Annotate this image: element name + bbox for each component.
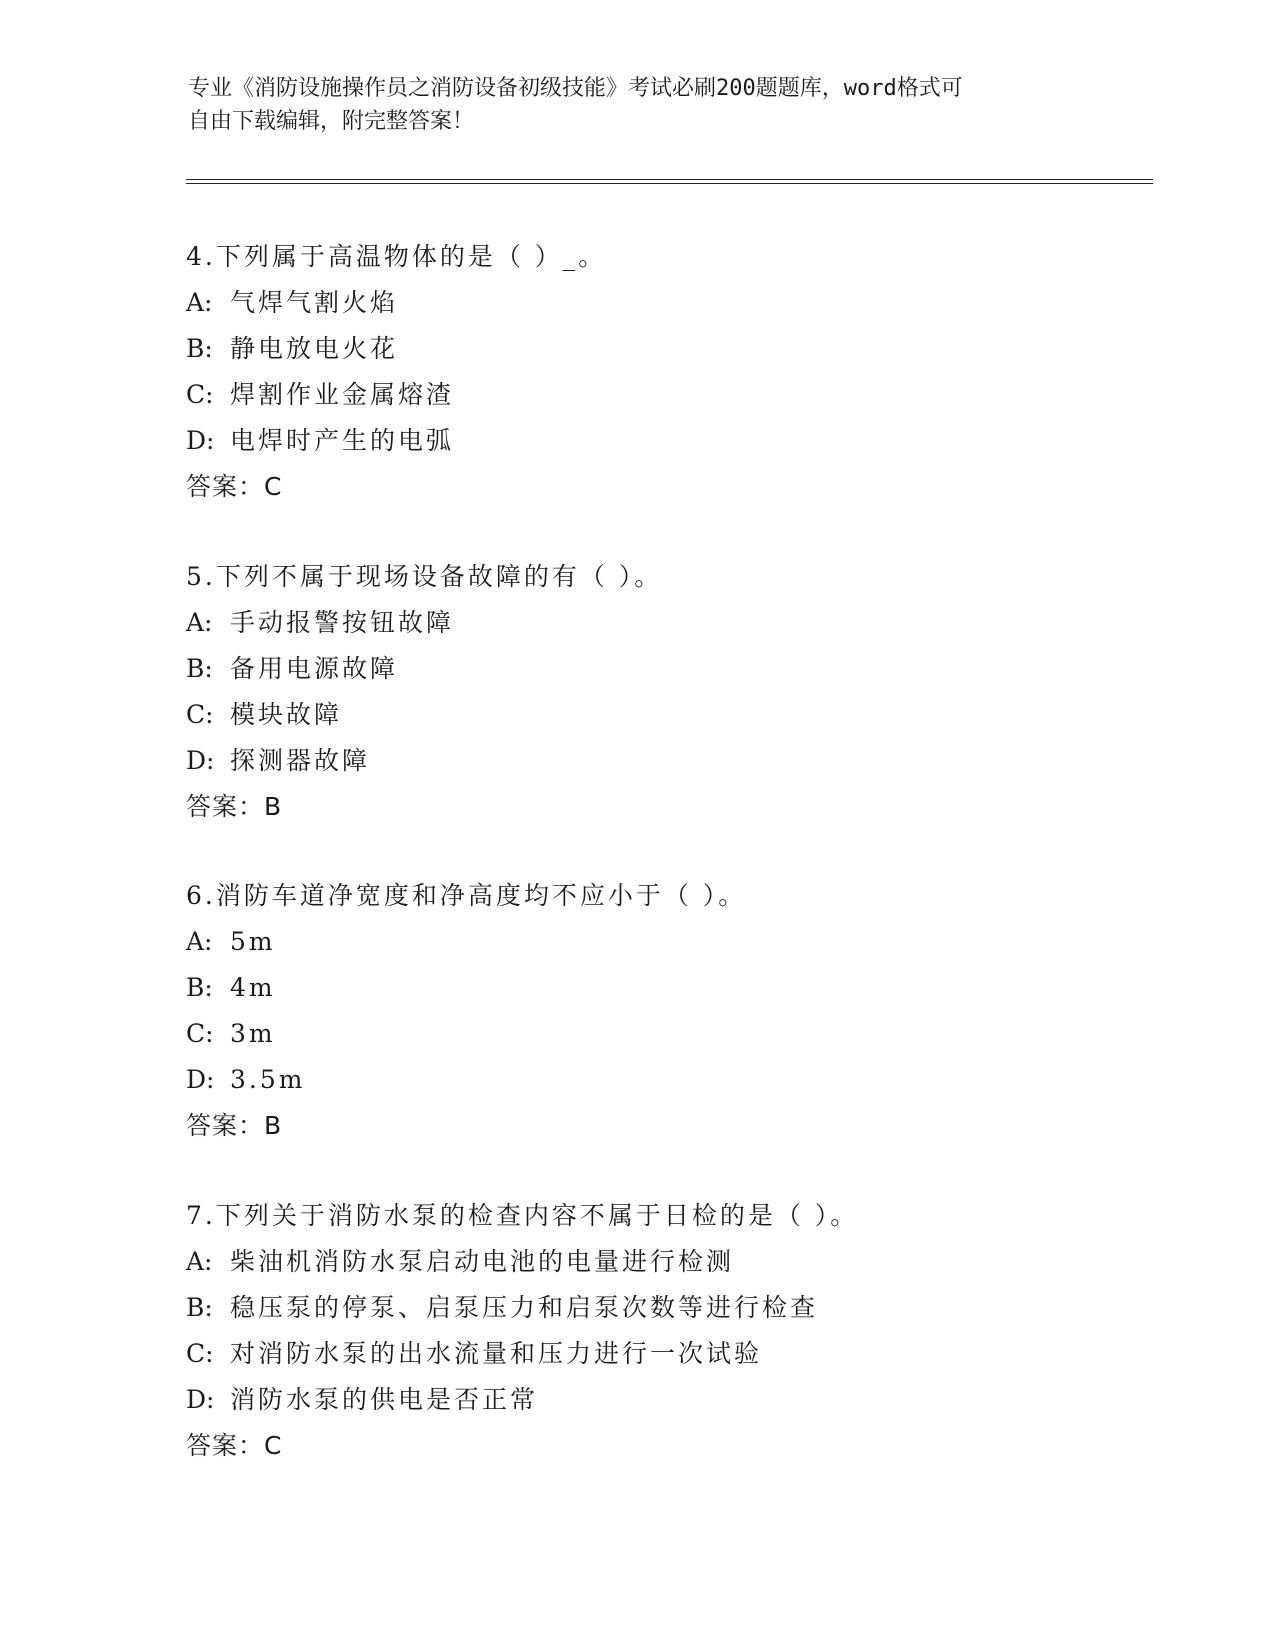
option-a (186, 600, 1166, 646)
option-d (186, 738, 1166, 784)
option-text: 手动报警按钮故障 (230, 608, 455, 637)
option-letter: B: (186, 1293, 213, 1322)
option-c (186, 692, 1166, 738)
question-4 (186, 234, 1166, 510)
option-text: 3m (230, 1019, 276, 1048)
option-letter: A: (186, 927, 213, 956)
question-stem: 6.消防车道净宽度和净高度均不应小于（ ）。 (186, 881, 747, 910)
option-letter: C: (186, 1019, 214, 1048)
option-text: 5m (230, 927, 276, 956)
question-stem: 7.下列关于消防水泵的检查内容不属于日检的是（ ）。 (186, 1201, 859, 1230)
option-text: 模块故障 (230, 700, 343, 729)
question-stem: 5.下列不属于现场设备故障的有（ ）。 (186, 562, 663, 591)
question-7 (186, 1193, 1166, 1469)
option-text: 电焊时产生的电弧 (230, 426, 455, 455)
option-a (186, 1239, 1166, 1285)
header-divider-top (186, 179, 1153, 180)
option-letter: B: (186, 654, 213, 683)
option-c (186, 372, 1166, 418)
option-text: 对消防水泵的出水流量和压力进行一次试验 (230, 1339, 763, 1368)
answer-line: 答案：B (186, 1111, 283, 1140)
question-5 (186, 554, 1166, 830)
option-text: 备用电源故障 (230, 654, 399, 683)
option-letter: B: (186, 973, 213, 1002)
option-d (186, 418, 1166, 464)
option-b (186, 646, 1166, 692)
option-letter: B: (186, 334, 213, 363)
option-a (186, 919, 1166, 965)
header-line-1: 专业《消防设施操作员之消防设备初级技能》考试必刷200题题库，word格式可 (188, 76, 963, 101)
option-text: 探测器故障 (230, 746, 371, 775)
option-c (186, 1011, 1166, 1057)
answer-line: 答案：B (186, 792, 283, 821)
option-letter: D: (186, 1065, 215, 1094)
option-d (186, 1057, 1166, 1103)
option-text: 焊割作业金属熔渣 (230, 380, 455, 409)
header-divider-bottom (186, 183, 1153, 184)
option-letter: D: (186, 1385, 215, 1414)
option-a (186, 280, 1166, 326)
option-text: 消防水泵的供电是否正常 (230, 1385, 539, 1414)
option-letter: C: (186, 1339, 214, 1368)
option-b (186, 1285, 1166, 1331)
option-letter: C: (186, 380, 214, 409)
document-header (188, 72, 1088, 138)
option-text: 稳压泵的停泵、启泵压力和启泵次数等进行检查 (230, 1293, 819, 1322)
answer-line: 答案：C (186, 472, 283, 501)
question-stem: 4.下列属于高温物体的是（ ）_。 (186, 242, 607, 271)
option-letter: A: (186, 288, 213, 317)
option-letter: D: (186, 746, 215, 775)
option-letter: D: (186, 426, 215, 455)
option-d (186, 1377, 1166, 1423)
option-text: 3.5m (230, 1065, 306, 1094)
option-b (186, 326, 1166, 372)
option-b (186, 965, 1166, 1011)
option-text: 气焊气割火焰 (230, 288, 399, 317)
header-line-2: 自由下载编辑，附完整答案！ (188, 109, 475, 134)
option-c (186, 1331, 1166, 1377)
answer-line: 答案：C (186, 1431, 283, 1460)
option-text: 4m (230, 973, 276, 1002)
option-text: 静电放电火花 (230, 334, 399, 363)
option-text: 柴油机消防水泵启动电池的电量进行检测 (230, 1247, 735, 1276)
option-letter: C: (186, 700, 214, 729)
option-letter: A: (186, 1247, 213, 1276)
option-letter: A: (186, 608, 213, 637)
question-6 (186, 873, 1166, 1149)
